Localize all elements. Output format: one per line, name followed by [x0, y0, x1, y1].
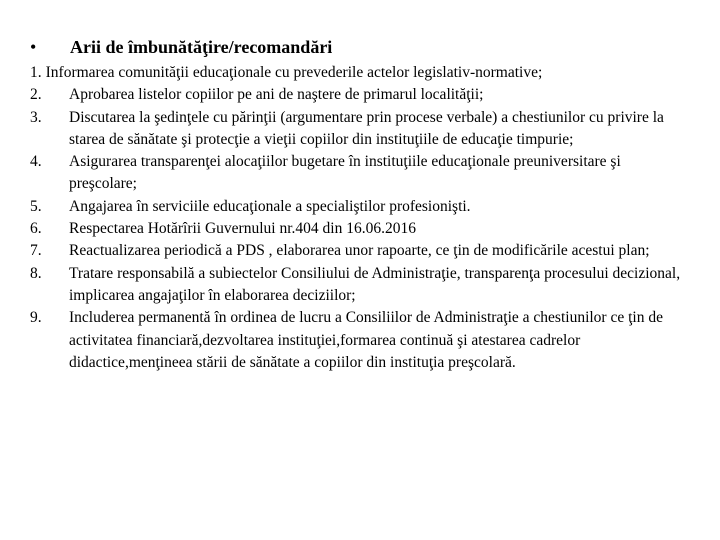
item-text: Aprobarea listelor copiilor pe ani de naştere de primarul localităţii;	[69, 86, 484, 104]
list-item	[30, 62, 710, 84]
item-text: Informarea comunităţii educaţionale cu prevederile actelor legislativ-normative;	[45, 64, 543, 81]
bullet-icon: •	[30, 37, 37, 57]
item-number: 9.	[30, 309, 42, 327]
item-number: 3.	[30, 108, 42, 126]
list-item	[30, 263, 710, 308]
item-text: Discutarea la şedinţele cu părinţii (argumentare prin procese verbale) a chestiunilor cu privire la starea de sănătate şi protecţie a vieţii copiilor din instituţiile de educaţie timpurie;	[69, 108, 664, 148]
list-item	[30, 84, 710, 106]
item-text: Angajarea în serviciile educaţionale a specialiştilor profesionişti.	[69, 197, 471, 215]
item-text: Reactualizarea periodică a PDS , elaborarea unor rapoarte, ce ţin de modificările acestui plan;	[69, 242, 650, 260]
item-number: 4.	[30, 153, 42, 171]
list-item	[30, 151, 710, 196]
list-item	[30, 107, 710, 152]
section-heading	[30, 36, 332, 58]
item-number: 5.	[30, 197, 42, 215]
recommendations-list	[30, 62, 710, 374]
list-item	[30, 218, 710, 240]
heading-title: Arii de îmbunătăţire/recomandări	[70, 37, 333, 57]
item-number: 6.	[30, 220, 42, 238]
list-item	[30, 307, 710, 374]
list-item	[30, 240, 710, 262]
item-number: 2.	[30, 86, 42, 104]
item-text: Includerea permanentă în ordinea de lucru a Consiliilor de Administraţie a chestiunilor ce ţin de activitatea financiară,dezvoltarea instituţiei,formarea continuă şi atestarea cadrelor didactice,menţineea stării de sănătate a copiilor din instituţia preşcolară.	[69, 309, 663, 371]
item-number: 1.	[30, 64, 42, 81]
item-text: Respectarea Hotărîrii Guvernului nr.404 din 16.06.2016	[69, 220, 416, 238]
item-text: Asigurarea transparenţei alocaţiilor bugetare în instituţiile educaţionale preuniversitare şi preşcolare;	[69, 153, 621, 193]
item-number: 7.	[30, 242, 42, 260]
item-text: Tratare responsabilă a subiectelor Consiliului de Administraţie, transparenţa procesului decizional, implicarea angajaţilor în elaborarea deciziilor;	[69, 264, 681, 304]
list-item	[30, 196, 710, 218]
item-number: 8.	[30, 264, 42, 282]
